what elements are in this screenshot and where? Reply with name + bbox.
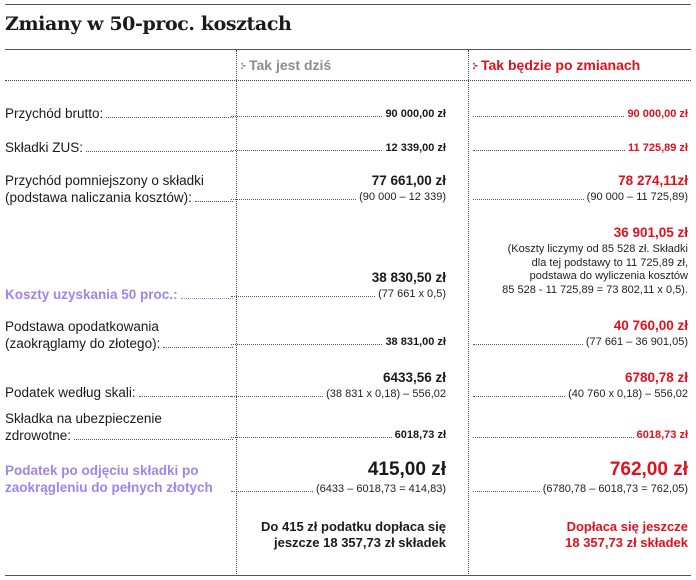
column-header-after [472, 57, 640, 73]
page-title: Zmiany w 50-proc. kosztach [5, 13, 292, 35]
bullet-marker-icon: :- [240, 58, 244, 72]
top-rule [5, 4, 691, 5]
row-label-revenue: Przychód brutto: [5, 105, 233, 122]
column-divider-after [468, 50, 469, 574]
row-label-costs: Koszty uzyskania 50 proc.: [5, 286, 233, 303]
cell-zus-current: 12 339,00 zł [231, 140, 446, 156]
cell-revenue-after: 90 000,00 zł [473, 106, 688, 122]
row-label-tax-base: Podstawa opodatkowania (zaokrąglamy do złotego): [5, 318, 233, 352]
row-label-zus: Składki ZUS: [5, 139, 233, 156]
cell-tax-scale-after: 6780,78 zł (40 760 x 0,18) – 556,02 [473, 370, 688, 402]
cell-zus-after: 11 725,89 zł [473, 140, 688, 156]
cell-health-current: 6018,73 zł [231, 427, 446, 443]
column-header-label: Tak jest dziś [249, 57, 332, 73]
cell-tax-scale-current: 6433,56 zł (38 831 x 0,18) – 556,02 [231, 370, 446, 402]
row-label-reduced: Przychód pomniejszony o składki (podstawa naliczania kosztów): [5, 172, 233, 206]
column-header-current [240, 57, 331, 73]
bullet-marker-icon: :- [472, 58, 476, 72]
row-label-tax-scale: Podatek według skali: [5, 384, 233, 401]
row-label-health: Składka na ubezpieczenie zdrowotne: [5, 410, 233, 444]
cell-health-after: 6018,73 zł [473, 427, 688, 443]
cell-costs-current: 38 830,50 zł (77 661 x 0,5) [231, 270, 446, 302]
summary-after: Dopłaca się jeszcze 18 357,73 zł składek [565, 519, 688, 550]
cell-final-tax-current: 415,00 zł (6433 – 6018,73 = 414,83) [231, 459, 446, 497]
cell-revenue-current: 90 000,00 zł [231, 106, 446, 122]
column-header-label: Tak będzie po zmianach [481, 57, 641, 73]
cell-costs-after: 36 901,05 zł (Koszty liczymy od 85 528 zł. Składki dla tej podstawy to 11 725,89 zł, podstawa do wyliczenia kosztów 85 528 - 11 725,89 = 73 802,11 x 0,5). [502, 225, 688, 296]
cell-tax-base-after: 40 760,00 zł (77 661 – 36 901,05) [473, 318, 688, 350]
cell-final-tax-after: 762,00 zł (6780,78 – 6018,73 = 762,05) [473, 459, 688, 497]
header-divider [5, 80, 691, 81]
title-divider [5, 49, 691, 50]
bottom-rule [5, 575, 691, 576]
row-label-final-tax: Podatek po odjęciu składki po zaokrągleniu do pełnych złotych [5, 463, 213, 495]
cell-reduced-current: 77 661,00 zł (90 000 – 12 339) [231, 173, 446, 205]
summary-current: Do 415 zł podatku dopłaca się jeszcze 18 357,73 zł składek [261, 519, 446, 550]
cell-tax-base-current: 38 831,00 zł [231, 334, 446, 350]
cell-reduced-after: 78 274,11zł (90 000 – 11 725,89) [473, 173, 688, 205]
